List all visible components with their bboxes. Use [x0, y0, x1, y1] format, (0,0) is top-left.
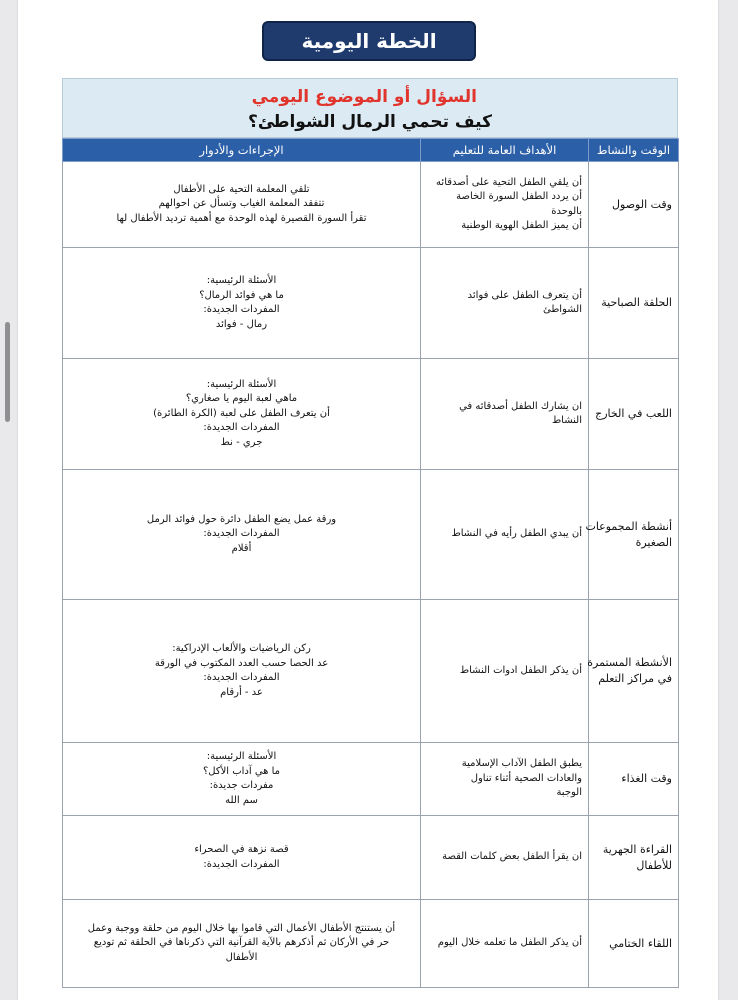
cell-line: يطبق الطفل الآداب الإسلامية [461, 758, 582, 770]
cell-line: الوجبة [556, 787, 582, 799]
cell-line: عد - أرقام [220, 686, 263, 698]
activity-time-cell [585, 470, 679, 600]
cell-line: مفردات جديدة: [209, 780, 274, 791]
goal-cell [421, 900, 589, 988]
cell-line: المفردات الجديدة: [203, 304, 280, 315]
activity-time-cell [589, 743, 679, 816]
cell-line: وقت الغذاء [621, 772, 672, 786]
cell-line: المفردات الجديدة: [203, 858, 280, 870]
cell-line: الأنشطة المستمرة [587, 656, 672, 670]
cell-line: ورقة عمل يضع الطفل دائرة حول فوائد الرمل [146, 513, 337, 525]
cell-line: المفردات الجديدة: [203, 672, 280, 683]
procedure-cell [63, 743, 421, 816]
cell-line: ركن الرياضيات والألعاب الإدراكية: [172, 643, 311, 654]
cell-line: أن يلقي الطفل التحية على أصدقائه [436, 176, 582, 188]
cell-line: ما هي فوائد الرمال؟ [199, 289, 284, 301]
cell-line: الأسئلة الرئيسية: [206, 275, 277, 286]
activity-time-cell [589, 816, 679, 900]
scrollbar[interactable] [5, 322, 10, 422]
cell-line: في مراكز التعلم [598, 672, 672, 685]
cell-line: رمال - فوائد [215, 318, 268, 330]
cell-line: الصغيرة [635, 535, 672, 549]
activity-time-cell [589, 600, 679, 743]
cell-line: أن يذكر الطفل ما تعلمه خلال اليوم [437, 937, 582, 949]
table-row [63, 743, 679, 816]
cell-line: تقرأ السورة القصيرة لهذه الوحدة مع أهمية ترديد الأطفال لها [116, 212, 367, 224]
cell-line: سم الله [225, 794, 258, 806]
activity-time-cell [589, 900, 679, 988]
cell-line: النشاط [551, 415, 582, 426]
cell-line: أن يبدي الطفل رأيه في النشاط [451, 528, 582, 540]
column-header-time: الوقت والنشاط [589, 139, 679, 162]
goal-cell [421, 743, 589, 816]
cell-line: الأطفال [225, 951, 258, 963]
cell-line: عد الحصا حسب العدد المكتوب في الورقة [154, 657, 329, 669]
procedure-cell [63, 248, 421, 359]
table-row [63, 900, 679, 988]
cell-line: والعادات الصحية أثناء تناول [470, 772, 582, 784]
table-header-row [63, 139, 679, 162]
procedure-cell [63, 816, 421, 900]
cell-line: جري - نط [220, 436, 263, 448]
cell-line: تلقي المعلمة التحية على الأطفال [173, 183, 310, 195]
goal-cell [421, 248, 589, 359]
cell-line: ماهي لعبة اليوم يا صغاري؟ [185, 393, 298, 405]
daily-plan-table [62, 138, 679, 988]
cell-line: الأسئلة الرئيسية: [206, 378, 277, 390]
procedure-cell [63, 600, 421, 743]
goal-cell [421, 162, 589, 248]
column-header-goals: الأهداف العامة للتعليم [421, 139, 589, 162]
table-row [63, 359, 679, 470]
cell-line: القراءة الجهرية [602, 842, 672, 856]
cell-line: أقلام [231, 542, 252, 554]
page-title: الخطة اليومية [262, 21, 476, 61]
cell-line: أن يستنتج الأطفال الأعمال التي قاموا بها خلال اليوم من حلقة ووجبة وعمل [87, 922, 396, 934]
topic-header [62, 78, 678, 138]
cell-line: ان يقرأ الطفل بعض كلمات القصة [442, 851, 582, 863]
activity-time-cell [589, 162, 679, 248]
goal-cell [421, 470, 589, 600]
cell-line: ما هي آداب الأكل؟ [202, 765, 281, 777]
table-row [63, 162, 679, 248]
table-row [63, 600, 679, 743]
cell-line: أن يميز الطفل الهوية الوطنية [461, 220, 582, 231]
cell-line: وقت الوصول [612, 197, 672, 211]
column-header-procedures: الإجراءات والأدوار [63, 139, 421, 162]
procedure-cell [63, 359, 421, 470]
table-row [63, 470, 679, 600]
goal-cell [421, 816, 589, 900]
cell-line: اللقاء الختامي [609, 936, 672, 950]
cell-line: أنشطة المجموعات [585, 519, 672, 533]
cell-line: أن يذكر الطفل ادوات النشاط [459, 664, 582, 676]
activity-time-cell [589, 359, 679, 470]
cell-line: أن يتعرف الطفل على فوائد [467, 289, 582, 301]
cell-line: بالوحدة [551, 205, 582, 217]
procedure-cell [63, 162, 421, 248]
table-row [63, 816, 679, 900]
goal-cell [421, 600, 589, 743]
cell-line: تتفقد المعلمة الغياب وتسأل عن احوالهم [158, 198, 325, 210]
cell-line: الشواطئ [543, 304, 582, 315]
cell-line: أن يردد الطفل السورة الخاصة [456, 191, 582, 202]
cell-line: المفردات الجديدة: [203, 528, 280, 540]
daily-topic: كيف تحمي الرمال الشواطئ؟ [248, 112, 492, 132]
cell-line: المفردات الجديدة: [203, 422, 280, 434]
cell-line: حر في الأركان ثم أذكرهم بالآية القرآنية التي ذكرناها في الحلقة ثم توديع [93, 937, 390, 949]
procedure-cell [63, 900, 421, 988]
cell-line: أن يتعرف الطفل على لعبة (الكرة الطائرة) [153, 407, 330, 419]
table-row [63, 248, 679, 359]
cell-line: اللعب في الخارج [595, 407, 672, 421]
cell-line: ان يشارك الطفل أصدقائه في [459, 400, 582, 412]
question-label: السؤال أو الموضوع اليومي [251, 87, 477, 107]
cell-line: الحلقة الصباحية [601, 296, 672, 310]
goal-cell [421, 359, 589, 470]
procedure-cell [63, 470, 421, 600]
activity-time-cell [589, 248, 679, 359]
cell-line: الأسئلة الرئيسية: [206, 751, 277, 762]
cell-line: للأطفال [636, 858, 672, 872]
cell-line: قصة نزهة في الصحراء [194, 844, 289, 855]
